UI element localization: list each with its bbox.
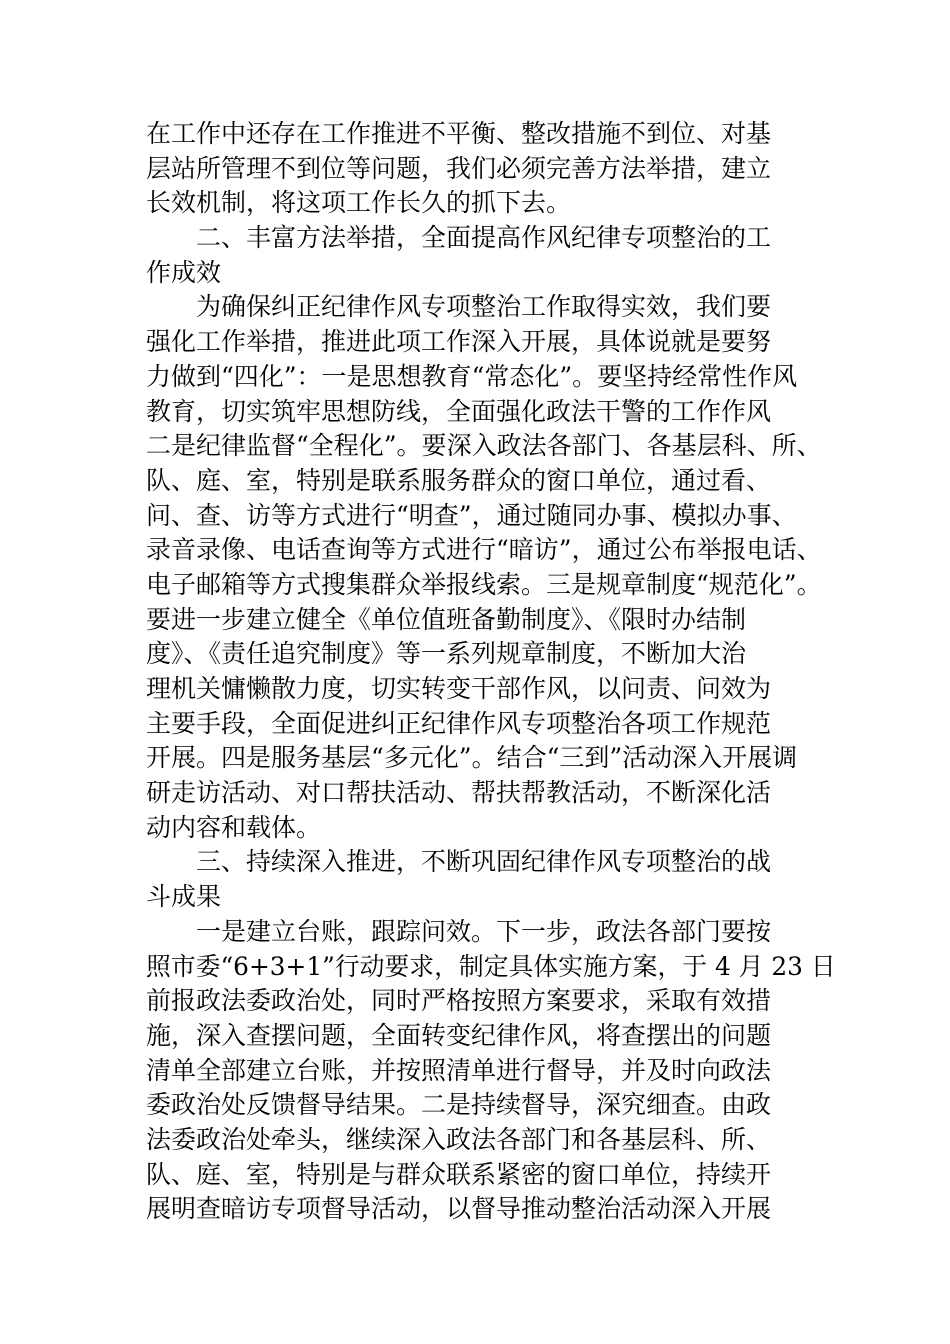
paragraph-line: 教育，切实筑牢思想防线，全面强化政法干警的工作作风: [146, 396, 772, 426]
paragraph-line: 为确保纠正纪律作风专项整治工作取得实效，我们要: [196, 292, 772, 322]
paragraph-line: 一是建立台账，跟踪问效。下一步，政法各部门要按: [196, 916, 772, 946]
section-heading-line: 作成效: [146, 257, 222, 287]
paragraph-line: 在工作中还存在工作推进不平衡、整改措施不到位、对基: [146, 119, 772, 148]
paragraph-line: 电子邮箱等方式搜集群众举报线索。三是规章制度“规范化”。: [146, 569, 822, 599]
paragraph-line: 前报政法委政治处，同时严格按照方案要求，采取有效措: [146, 986, 772, 1016]
paragraph-line: 动内容和载体。: [146, 812, 322, 842]
paragraph-line: 展明查暗访专项督导活动，以督导推动整治活动深入开展: [146, 1194, 772, 1224]
paragraph-line: 清单全部建立台账，并按照清单进行督导，并及时向政法: [146, 1055, 772, 1085]
paragraph-line: 委政治处反馈督导结果。二是持续督导，深究细查。由政: [146, 1090, 772, 1120]
paragraph-line: 主要手段，全面促进纠正纪律作风专项整治各项工作规范: [146, 708, 772, 738]
paragraph-line: 法委政治处牵头，继续深入政法各部门和各基层科、所、: [146, 1124, 772, 1154]
paragraph-line: 长效机制，将这项工作长久的抓下去。: [146, 188, 572, 218]
paragraph-line: 研走访活动、对口帮扶活动、帮扶帮教活动，不断深化活: [146, 778, 772, 808]
paragraph-line: 理机关慵懒散力度，切实转变干部作风，以问责、问效为: [146, 674, 772, 703]
paragraph-line: 施，深入查摆问题，全面转变纪律作风，将查摆出的问题: [146, 1020, 772, 1050]
document-body: [146, 117, 836, 1227]
paragraph-line: 度》、《责任追究制度》等一系列规章制度，不断加大治: [146, 639, 747, 669]
paragraph-line: 队、庭、室，特别是联系服务群众的窗口单位，通过看、: [146, 465, 772, 495]
section-heading-line: 斗成果: [146, 882, 222, 912]
paragraph-line: 强化工作举措，推进此项工作深入开展，具体说就是要努: [146, 327, 772, 357]
paragraph-line: 层站所管理不到位等问题，我们必须完善方法举措，建立: [146, 153, 772, 183]
paragraph-line: 力做到“四化”：一是思想教育“常态化”。要坚持经常性作风: [146, 361, 798, 391]
section-heading-line: 三、持续深入推进，不断巩固纪律作风专项整治的战: [196, 847, 772, 877]
paragraph-line: 要进一步建立健全《单位值班备勤制度》、《限时办结制: [146, 604, 747, 634]
paragraph-line: 照市委“6+3+1”行动要求，制定具体实施方案，于 4 月 23 日: [146, 951, 836, 981]
paragraph-line: 队、庭、室，特别是与群众联系紧密的窗口单位，持续开: [146, 1159, 772, 1189]
paragraph-line: 问、查、访等方式进行“明查”，通过随同办事、模拟办事、: [146, 500, 797, 530]
paragraph-line: 开展。四是服务基层“多元化”。结合“三到”活动深入开展调: [146, 743, 798, 773]
paragraph-line: 二是纪律监督“全程化”。要深入政法各部门、各基层科、所、: [146, 431, 822, 461]
paragraph-line: 录音录像、电话查询等方式进行“暗访”，通过公布举报电话、: [146, 535, 822, 565]
section-heading-line: 二、丰富方法举措，全面提高作风纪律专项整治的工: [196, 223, 772, 253]
